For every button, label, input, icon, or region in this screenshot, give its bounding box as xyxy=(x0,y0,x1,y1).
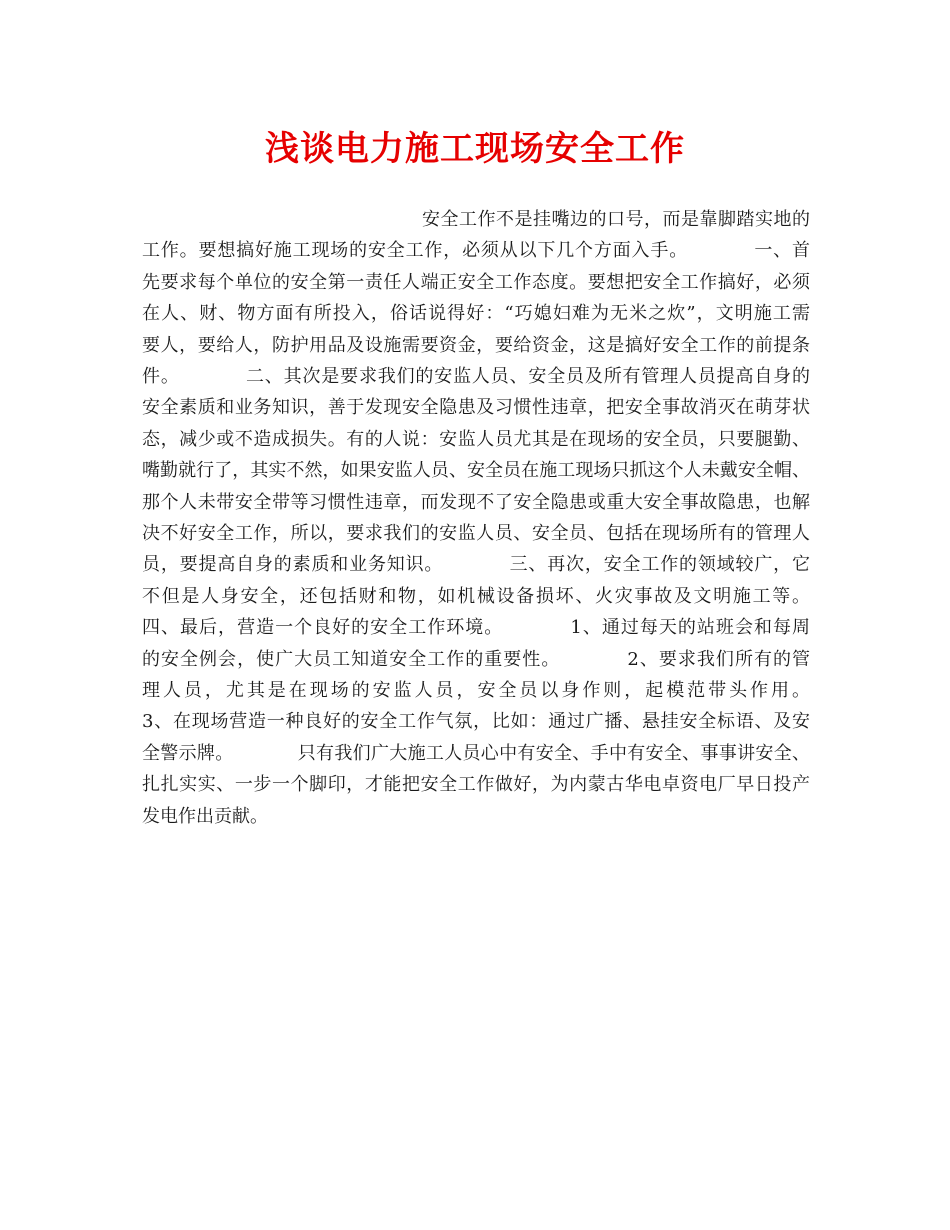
paragraph-line: 全警示牌。 只有我们广大施工人员心中有安全、手中有安全、事事讲安全、 xyxy=(142,742,810,764)
paragraph-line: 员，要提高自身的素质和业务知识。 三、再次，安全工作的领域较广，它 xyxy=(142,554,810,576)
paragraph-line: 的安全例会，使广大员工知道安全工作的重要性。 2、要求我们所有的管 xyxy=(142,648,810,670)
paragraph-line: 件。 二、其次是要求我们的安监人员、安全员及所有管理人员提高自身的 xyxy=(142,366,810,387)
paragraph-line: 嘴勤就行了，其实不然，如果安监人员、安全员在施工现场只抓这个人未戴安全帽、 xyxy=(142,460,810,482)
paragraph-line: 要人，要给人，防护用品及设施需要资金，要给资金，这是搞好安全工作的前提条 xyxy=(142,334,810,356)
paragraph-line: 工作。要想搞好施工现场的安全工作，必须从以下几个方面入手。 一、首 xyxy=(142,240,810,262)
paragraph-line: 先要求每个单位的安全第一责任人端正安全工作态度。要想把安全工作搞好，必须 xyxy=(142,271,810,293)
paragraph-line: 在人、财、物方面有所投入，俗话说得好：“巧媳妇难为无米之炊”，文明施工需 xyxy=(142,303,810,325)
paragraph-line: 安全素质和业务知识，善于发现安全隐患及习惯性违章，把安全事故消灭在萌芽状 xyxy=(142,397,810,419)
paragraph-line: 不但是人身安全，还包括财和物，如机械设备损坏、火灾事故及文明施工等。 xyxy=(142,585,810,607)
paragraph-line: 那个人未带安全带等习惯性违章，而发现不了安全隐患或重大安全事故隐患，也解 xyxy=(142,491,810,513)
paragraph-line: 理人员，尤其是在现场的安监人员，安全员以身作则，起模范带头作用。 xyxy=(142,680,810,701)
paragraph-line: 扎扎实实、一步一个脚印，才能把安全工作做好，为内蒙古华电卓资电厂早日投产 xyxy=(142,774,810,796)
paragraph-line: 发电作出贡献。 xyxy=(142,805,268,827)
paragraph-line: 四、最后，营造一个良好的安全工作环境。 1、通过每天的站班会和每周 xyxy=(142,617,810,639)
paragraph-line: 态，减少或不造成损失。有的人说：安监人员尤其是在现场的安全员，只要腿勤、 xyxy=(142,428,810,450)
paragraph-line: 安全工作不是挂嘴边的口号，而是靠脚踏实地的 xyxy=(422,209,810,230)
document-title: 浅谈电力施工现场安全工作 xyxy=(265,129,685,169)
paragraph-line: 3、在现场营造一种良好的安全工作气氛，比如：通过广播、悬挂安全标语、及安 xyxy=(142,711,810,733)
paragraph-line: 决不好安全工作，所以，要求我们的安监人员、安全员、包括在现场所有的管理人 xyxy=(142,523,810,544)
